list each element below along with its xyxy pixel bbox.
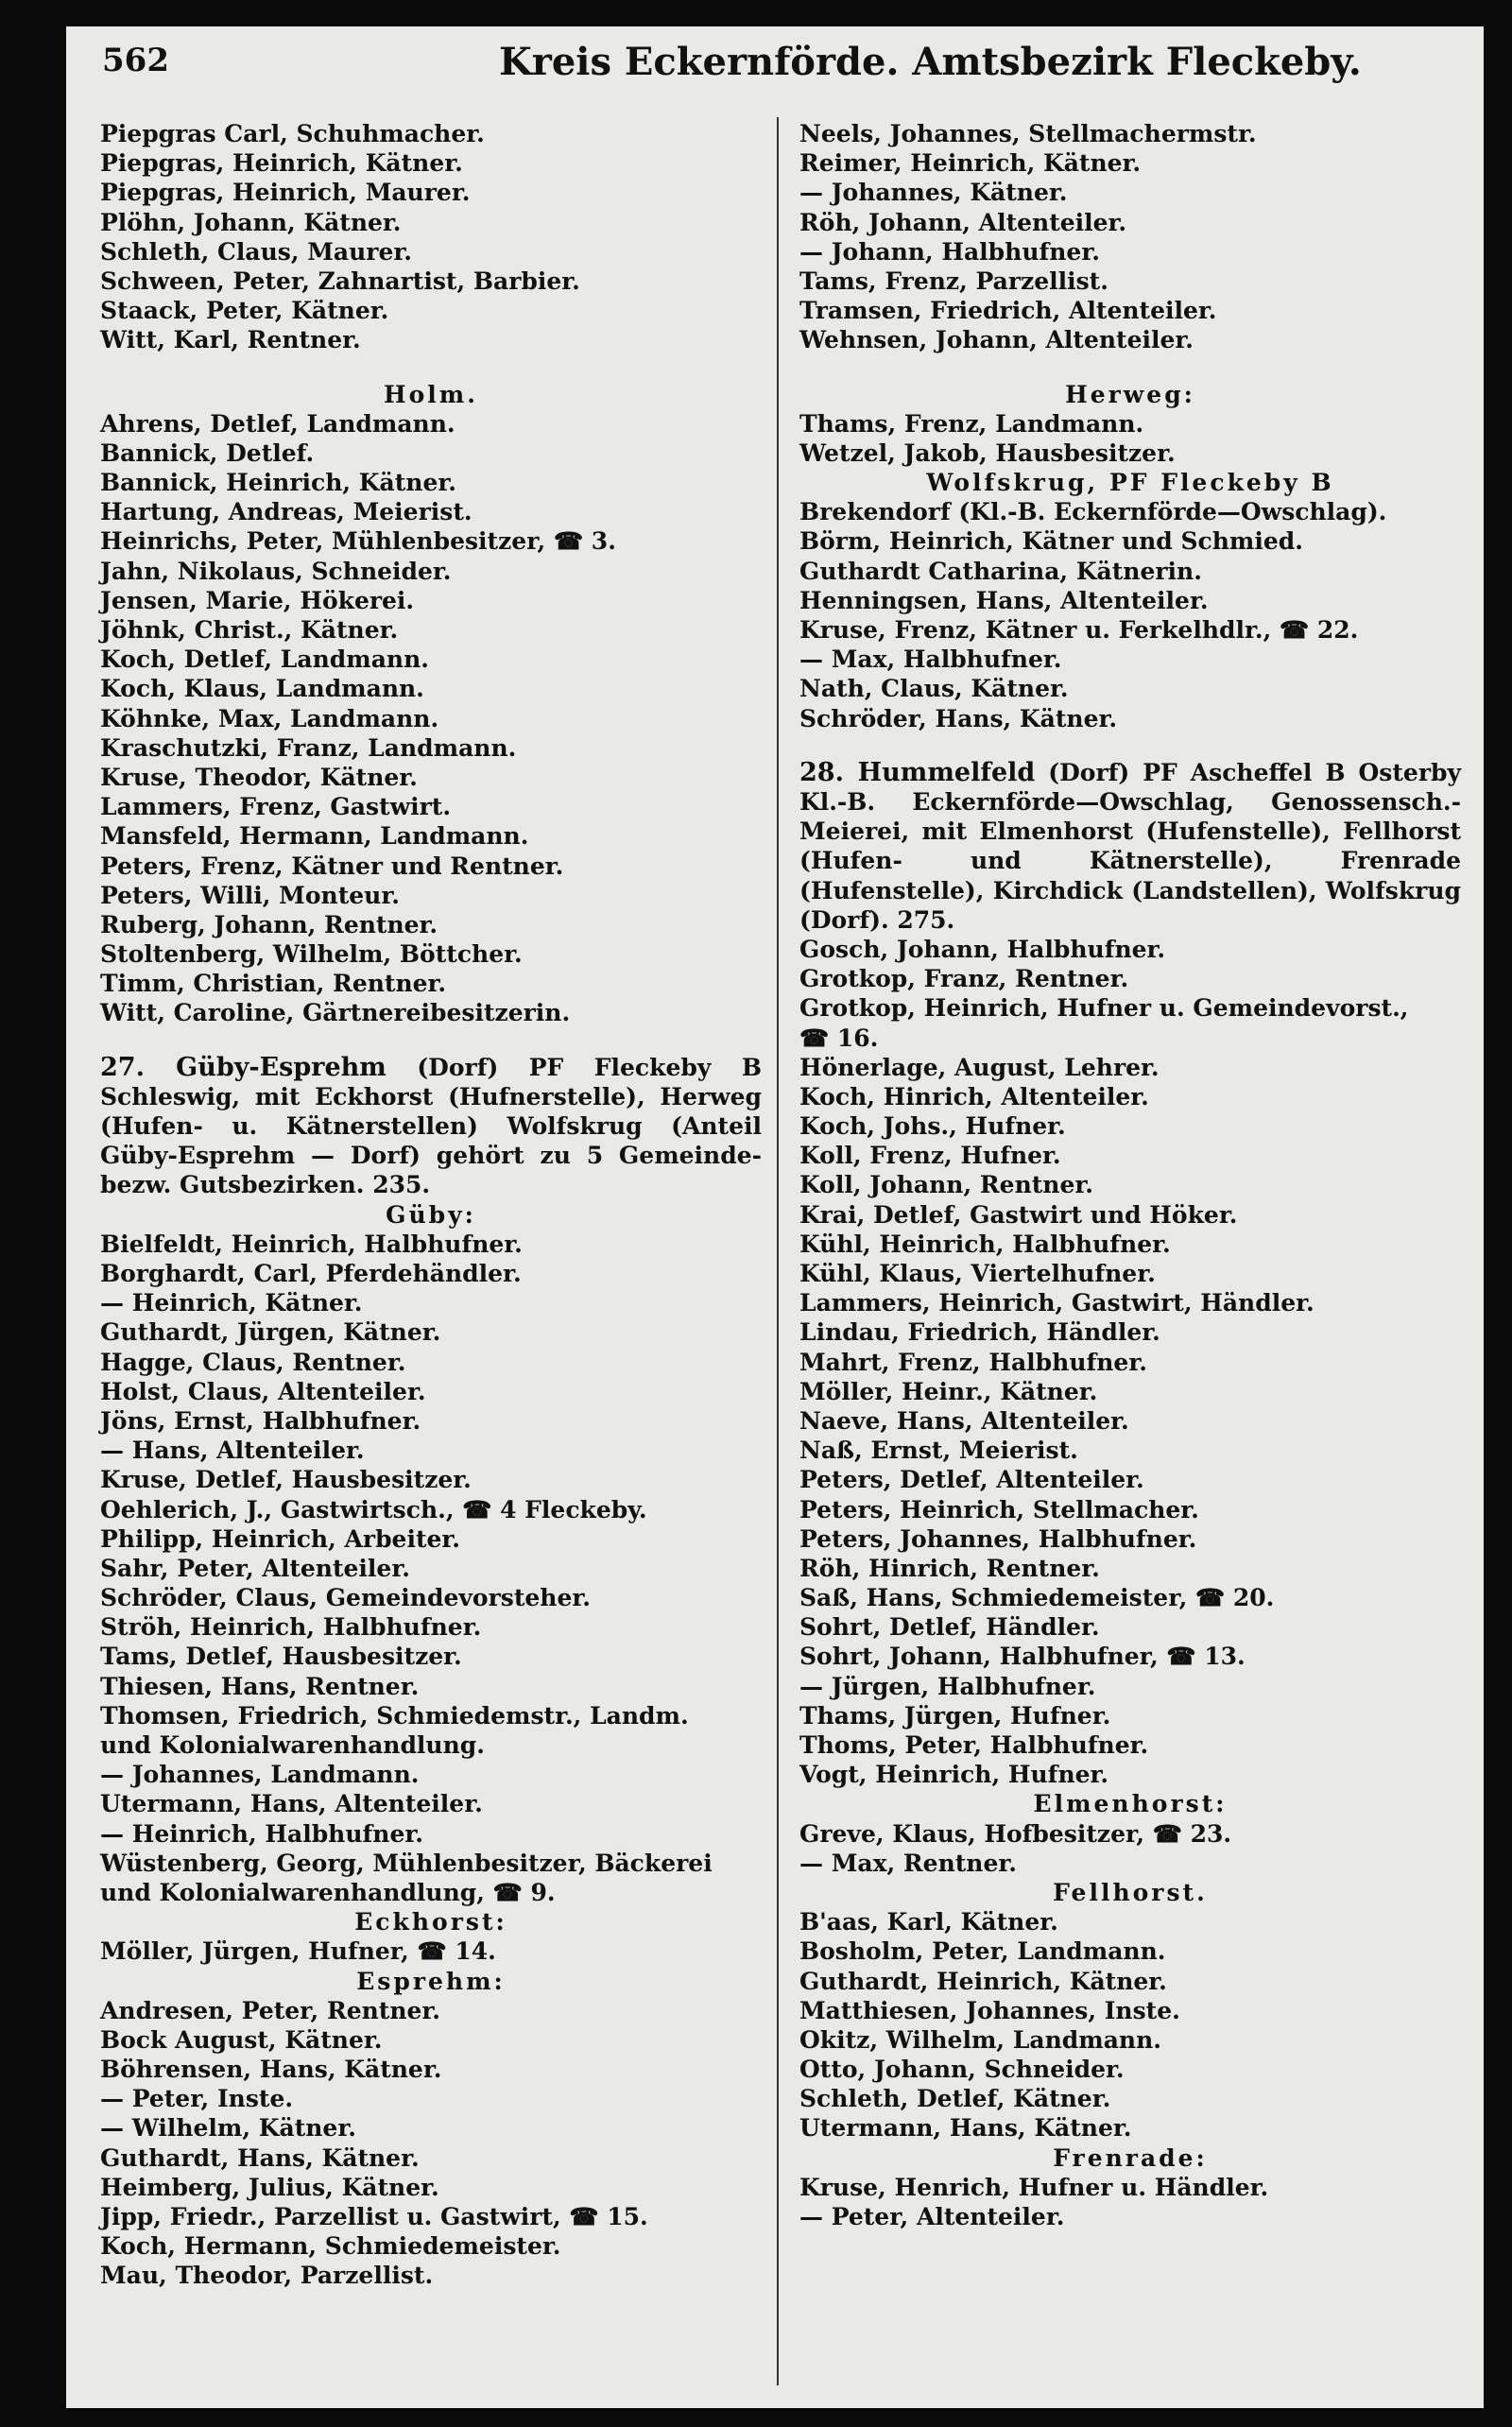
- resident-entry: Ströh, Heinrich, Halbhufner.: [100, 1613, 482, 1642]
- directory-page: [66, 26, 1484, 2408]
- resident-entry: Oehlerich, J., Gastwirtsch., ☎ 4 Fleckeby.: [100, 1495, 647, 1523]
- resident-entry: Koch, Johs., Hufner.: [799, 1112, 1066, 1141]
- resident-entry: Möller, Jürgen, Hufner, ☎ 14.: [100, 1937, 496, 1966]
- resident-entry: Plöhn, Johann, Kätner.: [100, 208, 402, 236]
- resident-entry: Koch, Klaus, Landmann.: [100, 675, 424, 703]
- resident-entry: — Heinrich, Kätner.: [100, 1289, 363, 1317]
- resident-entry: Bosholm, Peter, Landmann.: [799, 1937, 1166, 1966]
- resident-entry: Piepgras Carl, Schuhmacher.: [100, 120, 485, 147]
- locality-heading: Frenrade:: [1053, 2143, 1208, 2172]
- resident-entry: Hagge, Claus, Rentner.: [100, 1348, 406, 1376]
- resident-entry: Gosch, Johann, Halbhufner.: [799, 935, 1166, 963]
- resident-entry: Henningsen, Hans, Altenteiler.: [799, 586, 1209, 614]
- resident-entry: — Jürgen, Halbhufner.: [799, 1672, 1096, 1700]
- section-gap: [799, 733, 1461, 758]
- resident-entry: Schleth, Claus, Maurer.: [100, 237, 412, 266]
- resident-entry: Ahrens, Detlef, Landmann.: [100, 409, 455, 438]
- right-column: [799, 119, 1461, 2231]
- resident-entry: Hartung, Andreas, Meierist.: [100, 498, 472, 526]
- municipality-entry: [100, 1053, 762, 1200]
- page-number: 562: [102, 42, 169, 79]
- resident-entry: Jahn, Nikolaus, Schneider.: [100, 557, 452, 585]
- resident-entry: Lindau, Friedrich, Händler.: [799, 1318, 1160, 1347]
- resident-entry: Philipp, Heinrich, Arbeiter.: [100, 1524, 460, 1553]
- resident-entry: Thams, Jürgen, Hufner.: [799, 1701, 1111, 1730]
- resident-entry: Lammers, Frenz, Gastwirt.: [100, 793, 452, 821]
- locality-heading: Esprehm:: [356, 1967, 506, 1995]
- resident-entry: Vogt, Heinrich, Hufner.: [799, 1761, 1109, 1789]
- resident-entry: Bielfeldt, Heinrich, Halbhufner.: [100, 1230, 523, 1258]
- municipality-name: 27. Güby-Esprehm: [100, 1052, 387, 1082]
- locality-heading: Eckhorst:: [354, 1908, 507, 1936]
- municipality-entry: [799, 758, 1461, 935]
- resident-entry: Peters, Willi, Monteur.: [100, 881, 400, 909]
- resident-entry: Andresen, Peter, Rentner.: [100, 1996, 441, 2024]
- resident-entry: Lammers, Heinrich, Gastwirt, Händler.: [799, 1289, 1314, 1317]
- section-gap: [100, 355, 762, 380]
- resident-entry: Witt, Caroline, Gärtnereibesitzerin.: [100, 999, 571, 1027]
- resident-entry: Krai, Detlef, Gastwirt und Höker.: [799, 1200, 1238, 1229]
- locality-heading: Herweg:: [1065, 380, 1195, 408]
- resident-entry: Peters, Johannes, Halbhufner.: [799, 1524, 1197, 1553]
- resident-entry: Thomsen, Friedrich, Schmiedemstr., Landm.: [100, 1701, 689, 1730]
- resident-entry: Holst, Claus, Altenteiler.: [100, 1377, 426, 1405]
- resident-entry: Bannick, Detlef.: [100, 439, 315, 467]
- column-divider: [777, 117, 779, 2385]
- resident-entry: Matthiesen, Johannes, Inste.: [799, 1996, 1180, 2024]
- resident-entry: und Kolonialwarenhandlung.: [100, 1731, 485, 1760]
- resident-entry: Mahrt, Frenz, Halbhufner.: [799, 1348, 1147, 1376]
- locality-heading: Fellhorst.: [1053, 1878, 1208, 1906]
- page-header: [102, 38, 1425, 95]
- resident-entry: Kraschutzki, Franz, Landmann.: [100, 733, 517, 762]
- resident-entry: Jensen, Marie, Hökerei.: [100, 586, 415, 614]
- resident-entry: Peters, Heinrich, Stellmacher.: [799, 1495, 1199, 1523]
- resident-entry: Möller, Heinr., Kätner.: [799, 1377, 1098, 1405]
- page-title: Kreis Eckernförde. Amtsbezirk Fleckeby.: [499, 40, 1362, 84]
- resident-entry: Röh, Hinrich, Rentner.: [799, 1554, 1100, 1582]
- locality-heading: Wolfskrug, PF Fleckeby B: [926, 469, 1334, 497]
- resident-entry: Witt, Karl, Rentner.: [100, 326, 361, 354]
- locality-heading: Güby:: [386, 1200, 476, 1229]
- resident-entry: — Johannes, Kätner.: [799, 179, 1068, 207]
- municipality-description: (Dorf) PF Ascheffel B Osterby Kl.-B. Eckernförde—Owschlag, Genossensch.-Meierei, mit Elmenhorst (Hufenstelle), Fellhorst (Hufen- und Kätnerstelle), Frenrade (Hufenstelle), Kirchdick (Landstellen), Wolfskrug (Dorf). 275.: [799, 758, 1461, 934]
- municipality-description: (Dorf) PF Fleckeby B Schleswig, mit Eckhorst (Hufnerstelle), Herweg (Hufen- u. Kätnerstellen) Wolfskrug (Anteil Güby-Esprehm — Dorf) gehört zu 5 Gemeinde- bezw. Gutsbezirken. 235.: [100, 1053, 762, 1199]
- resident-entry: Piepgras, Heinrich, Kätner.: [100, 149, 463, 178]
- resident-entry: — Max, Halbhufner.: [799, 645, 1062, 674]
- section-gap: [100, 1028, 762, 1053]
- section-gap: [799, 355, 1461, 380]
- resident-entry: Nath, Claus, Kätner.: [799, 675, 1069, 703]
- resident-entry: Kruse, Frenz, Kätner u. Ferkelhdlr., ☎ 22.: [799, 616, 1359, 644]
- resident-entry: Börm, Heinrich, Kätner und Schmied.: [799, 527, 1303, 556]
- resident-entry: Tams, Detlef, Hausbesitzer.: [100, 1643, 462, 1671]
- resident-entry: Naß, Ernst, Meierist.: [799, 1437, 1078, 1465]
- resident-entry: Guthardt, Jürgen, Kätner.: [100, 1318, 441, 1347]
- resident-entry: Thoms, Peter, Halbhufner.: [799, 1731, 1149, 1760]
- resident-entry: Bannick, Heinrich, Kätner.: [100, 469, 456, 497]
- resident-entry: Naeve, Hans, Altenteiler.: [799, 1406, 1129, 1435]
- resident-entry: Heinrichs, Peter, Mühlenbesitzer, ☎ 3.: [100, 527, 616, 556]
- resident-entry: — Max, Rentner.: [799, 1849, 1017, 1877]
- resident-entry: Wetzel, Jakob, Hausbesitzer.: [799, 439, 1176, 467]
- resident-entry: — Wilhelm, Kätner.: [100, 2114, 356, 2143]
- resident-entry: Guthardt, Heinrich, Kätner.: [799, 1967, 1167, 1995]
- resident-entry: Koll, Frenz, Hufner.: [799, 1142, 1061, 1170]
- resident-entry: Röh, Johann, Altenteiler.: [799, 208, 1127, 236]
- locality-heading: Elmenhorst:: [1033, 1790, 1228, 1818]
- resident-entry: B'aas, Karl, Kätner.: [799, 1908, 1058, 1936]
- resident-entry: Sohrt, Johann, Halbhufner, ☎ 13.: [799, 1643, 1246, 1671]
- resident-entry: ☎ 16.: [799, 1024, 879, 1052]
- resident-entry: Okitz, Wilhelm, Landmann.: [799, 2025, 1161, 2054]
- resident-entry: Thiesen, Hans, Rentner.: [100, 1672, 420, 1700]
- resident-entry: Grotkop, Heinrich, Hufner u. Gemeindevorst.,: [799, 994, 1409, 1023]
- resident-entry: Guthardt, Hans, Kätner.: [100, 2143, 420, 2172]
- resident-entry: Kruse, Detlef, Hausbesitzer.: [100, 1466, 472, 1494]
- locality-heading: Holm.: [384, 380, 478, 408]
- resident-entry: Utermann, Hans, Altenteiler.: [100, 1790, 483, 1818]
- resident-entry: Koch, Hinrich, Altenteiler.: [799, 1082, 1149, 1110]
- resident-entry: — Johann, Halbhufner.: [799, 237, 1100, 266]
- resident-entry: Reimer, Heinrich, Kätner.: [799, 149, 1142, 178]
- left-column: [100, 119, 762, 2291]
- resident-entry: Tams, Frenz, Parzellist.: [799, 267, 1108, 295]
- resident-entry: Koch, Hermann, Schmiedemeister.: [100, 2232, 561, 2261]
- resident-entry: Mau, Theodor, Parzellist.: [100, 2262, 434, 2290]
- resident-entry: — Peter, Inste.: [100, 2085, 294, 2113]
- resident-entry: Mansfeld, Hermann, Landmann.: [100, 822, 529, 851]
- resident-entry: Koch, Detlef, Landmann.: [100, 645, 429, 674]
- resident-entry: Greve, Klaus, Hofbesitzer, ☎ 23.: [799, 1819, 1232, 1848]
- resident-entry: Thams, Frenz, Landmann.: [799, 409, 1144, 438]
- resident-entry: Kühl, Klaus, Viertelhufner.: [799, 1260, 1156, 1288]
- resident-entry: — Johannes, Landmann.: [100, 1761, 420, 1789]
- resident-entry: Schröder, Claus, Gemeindevorsteher.: [100, 1584, 591, 1612]
- resident-entry: Borghardt, Carl, Pferdehändler.: [100, 1260, 522, 1288]
- resident-entry: Kruse, Theodor, Kätner.: [100, 763, 418, 791]
- resident-entry: Staack, Peter, Kätner.: [100, 297, 389, 325]
- resident-entry: Jöhnk, Christ., Kätner.: [100, 616, 399, 644]
- resident-entry: Tramsen, Friedrich, Altenteiler.: [799, 297, 1217, 325]
- resident-entry: Schleth, Detlef, Kätner.: [799, 2085, 1111, 2113]
- resident-entry: Kruse, Henrich, Hufner u. Händler.: [799, 2173, 1269, 2201]
- resident-entry: Kühl, Heinrich, Halbhufner.: [799, 1230, 1171, 1258]
- resident-entry: Brekendorf (Kl.-B. Eckernförde—Owschlag).: [799, 498, 1387, 526]
- resident-entry: Piepgras, Heinrich, Maurer.: [100, 179, 471, 207]
- resident-entry: Böhrensen, Hans, Kätner.: [100, 2056, 442, 2084]
- resident-entry: Ruberg, Johann, Rentner.: [100, 910, 438, 938]
- resident-entry: Koll, Johann, Rentner.: [799, 1171, 1093, 1199]
- resident-entry: — Hans, Altenteiler.: [100, 1437, 365, 1465]
- resident-entry: — Heinrich, Halbhufner.: [100, 1819, 423, 1848]
- resident-entry: — Peter, Altenteiler.: [799, 2203, 1065, 2231]
- resident-entry: Otto, Johann, Schneider.: [799, 2056, 1125, 2084]
- resident-entry: und Kolonialwarenhandlung, ☎ 9.: [100, 1878, 556, 1906]
- resident-entry: Neels, Johannes, Stellmachermstr.: [799, 120, 1257, 147]
- resident-entry: Guthardt Catharina, Kätnerin.: [799, 557, 1202, 585]
- resident-entry: Bock August, Kätner.: [100, 2025, 383, 2054]
- municipality-name: 28. Hummelfeld: [799, 757, 1036, 787]
- resident-entry: Stoltenberg, Wilhelm, Böttcher.: [100, 940, 523, 969]
- resident-entry: Sohrt, Detlef, Händler.: [799, 1613, 1100, 1642]
- resident-entry: Peters, Detlef, Altenteiler.: [799, 1466, 1144, 1494]
- resident-entry: Jipp, Friedr., Parzellist u. Gastwirt, ☎ 15.: [100, 2203, 648, 2231]
- resident-entry: Grotkop, Franz, Rentner.: [799, 965, 1129, 993]
- resident-entry: Jöns, Ernst, Halbhufner.: [100, 1406, 421, 1435]
- resident-entry: Schween, Peter, Zahnartist, Barbier.: [100, 267, 580, 295]
- resident-entry: Hönerlage, August, Lehrer.: [799, 1053, 1160, 1081]
- resident-entry: Schröder, Hans, Kätner.: [799, 704, 1118, 732]
- resident-entry: Heimberg, Julius, Kätner.: [100, 2173, 439, 2201]
- resident-entry: Peters, Frenz, Kätner und Rentner.: [100, 852, 564, 880]
- resident-entry: Utermann, Hans, Kätner.: [799, 2114, 1132, 2143]
- resident-entry: Saß, Hans, Schmiedemeister, ☎ 20.: [799, 1584, 1275, 1612]
- resident-entry: Köhnke, Max, Landmann.: [100, 704, 439, 732]
- resident-entry: Wehnsen, Johann, Altenteiler.: [799, 326, 1194, 354]
- resident-entry: Wüstenberg, Georg, Mühlenbesitzer, Bäckerei: [100, 1849, 713, 1877]
- resident-entry: Sahr, Peter, Altenteiler.: [100, 1554, 410, 1582]
- resident-entry: Timm, Christian, Rentner.: [100, 970, 447, 998]
